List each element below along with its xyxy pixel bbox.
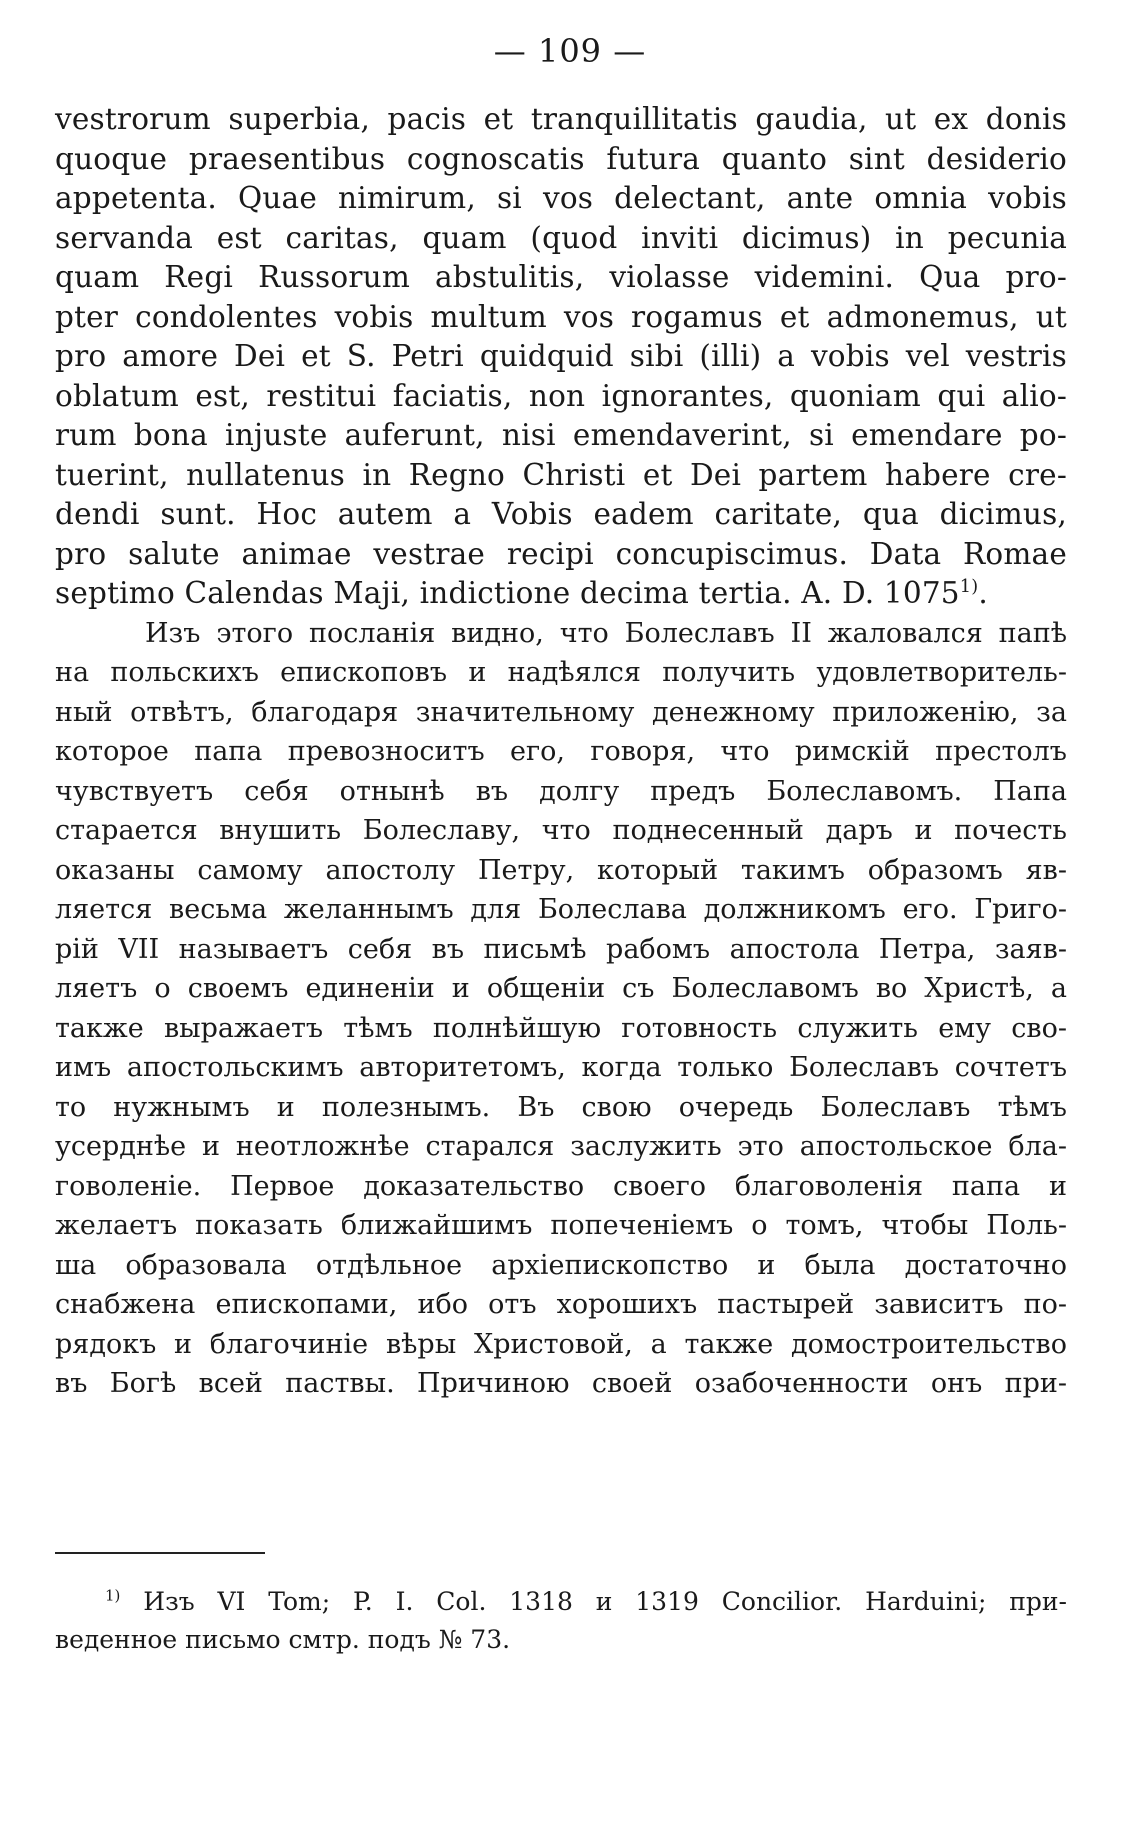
russian-line: Изъ этого посланія видно, что Болеславъ II жаловался папѣ	[145, 617, 1067, 649]
russian-line: усерднѣе и неотложнѣе старался заслужить это апостольское бла-	[55, 1131, 1067, 1162]
russian-line: на польскихъ епископовъ и надѣялся получить удовлетворитель-	[55, 657, 1067, 688]
page-number: — 109 —	[493, 32, 647, 70]
latin-line: quoque praesentibus cognoscatis futura quanto sint desiderio	[55, 141, 1067, 176]
footnote-text: Изъ VI Tom; P. I. Col. 1318 и 1319 Concilior. Harduini; при-	[143, 1587, 1068, 1616]
russian-line: ша образовала отдѣльное архіепископство и была достаточно	[55, 1249, 1067, 1281]
latin-line: vestrorum superbia, pacis et tranquillitatis gaudia, ut ex donis	[55, 102, 1067, 136]
latin-line: pter condolentes vobis multum vos rogamus et admonemus, ut	[55, 299, 1067, 334]
russian-line: имъ апостольскимъ авторитетомъ, когда только Болеславъ сочтетъ	[55, 1052, 1067, 1083]
latin-line: rum bona injuste auferunt, nisi emendaverint, si emendare po-	[55, 418, 1067, 452]
russian-line: оказаны самому апостолу Петру, который такимъ образомъ яв-	[55, 854, 1067, 886]
russian-line: которое папа превозноситъ его, говоря, что римскій престолъ	[55, 736, 1067, 767]
russian-line: ляется весьма желаннымъ для Болеслава должникомъ его. Григо-	[55, 894, 1067, 925]
russian-line: говоленіе. Первое доказательство своего благоволенія папа и	[55, 1170, 1067, 1202]
latin-line: quam Regi Russorum abstulitis, violasse videmini. Qua pro-	[55, 260, 1067, 294]
latin-line: oblatum est, restitui faciatis, non ignorantes, quoniam qui alio-	[55, 378, 1067, 413]
russian-line: снабжена епископами, ибо отъ хорошихъ пастырей зависитъ по-	[55, 1289, 1067, 1320]
russian-line: ляетъ о своемъ единеніи и общеніи съ Болеславомъ во Христѣ, а	[55, 973, 1067, 1004]
russian-line: рій VII называетъ себя въ письмѣ рабомъ апостола Петра, заяв-	[55, 933, 1067, 965]
russian-line: ный отвѣтъ, благодаря значительному денежному приложенію, за	[55, 696, 1067, 728]
footnote-marker: 1)	[105, 1586, 121, 1605]
footnote	[55, 1583, 1067, 1659]
russian-line: въ Богѣ всей паствы. Причиною своей озабоченности онъ при-	[55, 1368, 1067, 1399]
latin-line: servanda est caritas, quam (quod inviti dicimus) in pecunia	[55, 220, 1067, 255]
latin-line: tuerint, nullatenus in Regno Christi et Dei partem habere cre-	[55, 457, 1067, 492]
footnote-line	[55, 1583, 1067, 1621]
russian-line: старается внушить Болеславу, что поднесенный даръ и почесть	[55, 815, 1067, 846]
russian-line: чувствуетъ себя отнынѣ въ долгу предъ Болеславомъ. Папа	[55, 775, 1067, 807]
russian-line: то нужнымъ и полезнымъ. Въ свою очередь Болеславъ тѣмъ	[55, 1091, 1067, 1123]
russian-line: также выражаетъ тѣмъ полнѣйшую готовность служить ему сво-	[55, 1012, 1067, 1044]
russian-line: желаетъ показать ближайшимъ попеченіемъ о томъ, чтобы Поль-	[55, 1210, 1067, 1241]
latin-line: pro amore Dei et S. Petri quidquid sibi (illi) a vobis vel vestris	[55, 339, 1067, 373]
latin-last-line: septimo Calendas Maji, indictione decima tertia. A. D. 1075$^{1)}$.	[55, 576, 988, 610]
latin-line: pro salute animae vestrae recipi concupiscimus. Data Romae	[55, 536, 1067, 571]
russian-line: рядокъ и благочиніе вѣры Христовой, а также домостроительство	[55, 1328, 1067, 1360]
latin-line: dendi sunt. Hoc autem a Vobis eadem caritate, qua dicimus,	[55, 497, 1067, 531]
footnote-reference: 1)	[959, 577, 979, 598]
footnote-line: веденное письмо смтр. подъ № 73.	[55, 1625, 511, 1654]
latin-last-line-text: septimo Calendas Maji, indictione decima tertia. A. D. 1075	[55, 576, 960, 610]
footnote-separator	[55, 1552, 265, 1554]
latin-line: appetenta. Quae nimirum, si vos delectant, ante omnia vobis	[55, 181, 1067, 215]
main-text	[55, 100, 1067, 1404]
